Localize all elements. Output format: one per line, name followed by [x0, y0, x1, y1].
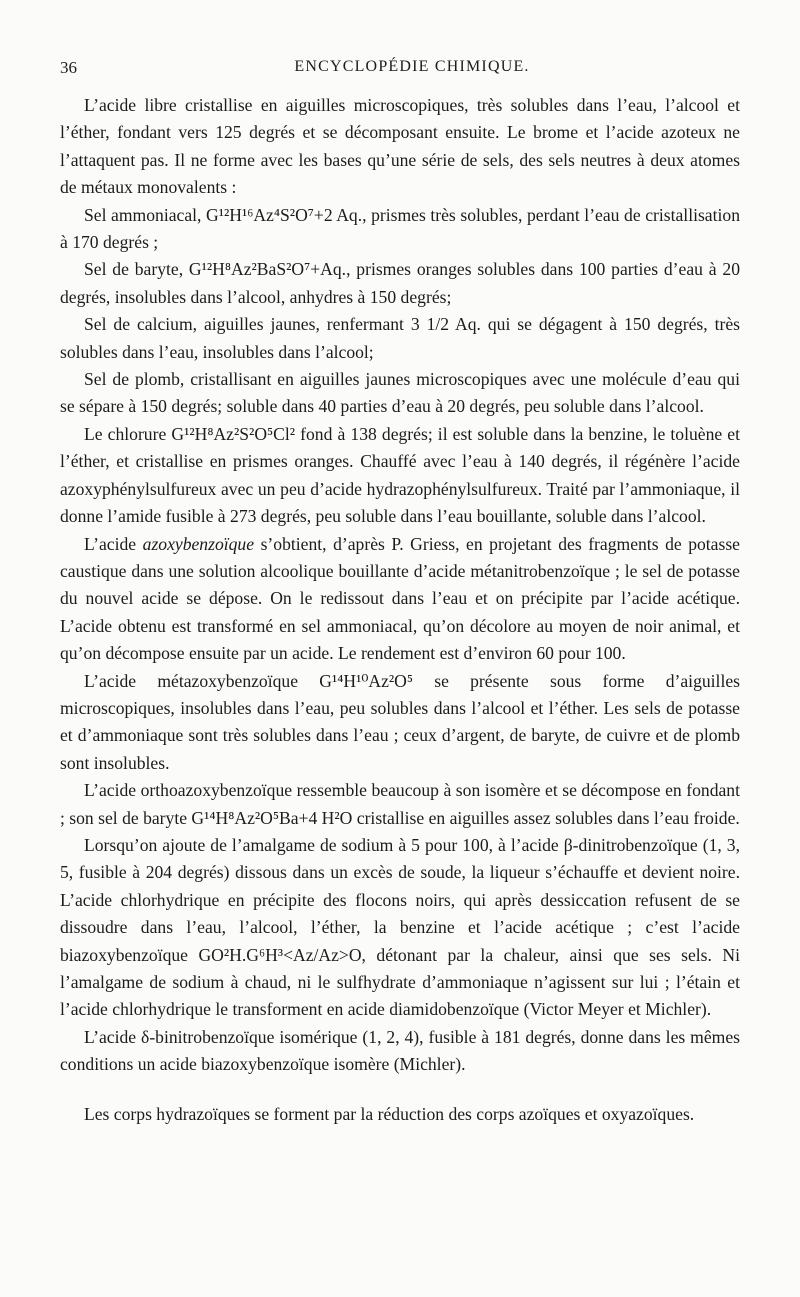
paragraph: L’acide métazoxybenzoïque G¹⁴H¹⁰Az²O⁵ se présente sous forme d’aiguilles microscopiques, insolubles dans l’eau, peu solubles dans l’alcool et l’éther. Les sels de potasse et d’ammoniaque sont très solubles dans l’eau ; ceux d’argent, de baryte, de cuivre et de plomb sont insolubles.	[60, 670, 740, 773]
page-number: 36	[60, 58, 77, 77]
paragraph: Sel de plomb, cristallisant en aiguilles jaunes microscopiques avec une molécule d’eau qui se sépare à 150 degrés; soluble dans 40 parties d’eau à 20 degrés, peu soluble dans l’alcool.	[60, 369, 740, 417]
paragraph: Lorsqu’on ajoute de l’amalgame de sodium à 5 pour 100, à l’acide β-dinitrobenzoïque (1, 3, 5, fusible à 204 degrés) dissous dans un excès de soude, la liqueur s’échauffe et devient noire. L’acide chlorhydrique en précipite des flocons noirs, qui après dessiccation refusent de se dissoudre dans l’eau, l’alcool, l’éther, la benzine et l’acide acétique ; c’est l’acide biazoxybenzoïque GO²H.G⁶H³<Az/Az>O, détonant par la chaleur, ainsi que ses sels. Ni l’amalgame de sodium à chaud, ni le sulfhydrate d’ammoniaque n’agissent sur lui ; l’étain et l’acide chlorhydrique le transforment en acide diamidobenzoïque (Victor Meyer et Michler).	[60, 834, 740, 1020]
paragraph-azoxybenzoique	[60, 531, 740, 668]
italic-term: azoxybenzoïque	[142, 533, 255, 554]
paragraph: Sel ammoniacal, G¹²H¹⁶Az⁴S²O⁷+2 Aq., prismes très solubles, perdant l’eau de cristallisation à 170 degrés ;	[60, 204, 740, 253]
paragraph: L’acide orthoazoxybenzoïque ressemble beaucoup à son isomère et se décompose en fondant ; son sel de baryte G¹⁴H⁸Az²O⁵Ba+4 H²O cristallise en aiguilles assez solubles dans l’eau froide.	[60, 780, 740, 828]
paragraph: Le chlorure G¹²H⁸Az²S²O⁵Cl² fond à 138 degrés; il est soluble dans la benzine, le toluène et l’éther, et cristallise en prismes oranges. Chauffé avec l’eau à 140 degrés, il régénère l’acide azoxyphénylsulfureux avec un peu d’acide hydrazophénylsulfureux. Traité par l’ammoniaque, il donne l’amide fusible à 273 degrés, peu soluble dans l’eau bouillante, soluble dans l’alcool.	[60, 423, 740, 527]
paragraph: Sel de baryte, G¹²H⁸Az²BaS²O⁷+Aq., prismes oranges solubles dans 100 parties d’eau à 20 degrés, insolubles dans l’alcool, anhydres à 150 degrés;	[60, 259, 740, 307]
page-header	[60, 58, 740, 82]
paragraph-rest: s’obtient, d’après P. Griess, en projetant des fragments de potasse caustique dans une solution alcoolique bouillante d’acide métanitrobenzoïque ; le sel de potasse du nouvel acide se dépose. On le redissout dans l’eau et on précipite par l’acide acétique. L’acide obtenu est transformé en sel ammoniacal, qu’on décolore au moyen de noir animal, et qu’on décompose ensuite par un acide. Le rendement est d’environ 60 pour 100.	[60, 533, 740, 664]
paragraph: Sel de calcium, aiguilles jaunes, renfermant 3 1/2 Aq. qui se dégagent à 150 degrés, très solubles dans l’eau, insolubles dans l’alcool;	[60, 314, 740, 362]
paragraph-lead: L’acide	[84, 533, 143, 554]
running-title: ENCYCLOPÉDIE CHIMIQUE.	[294, 58, 530, 75]
paragraph: L’acide libre cristallise en aiguilles microscopiques, très solubles dans l’eau, l’alcool et l’éther, fondant vers 125 degrés et se décomposant ensuite. Le brome et l’acide azoteux ne l’attaquent pas. Il ne forme avec les bases qu’une série de sels, des sels neutres à deux atomes de métaux monovalents :	[60, 95, 740, 198]
body-text	[60, 92, 740, 1128]
paragraph: L’acide δ-binitrobenzoïque isomérique (1, 2, 4), fusible à 181 degrés, donne dans les mêmes conditions un acide biazoxybenzoïque isomère (Michler).	[60, 1026, 740, 1075]
closing-paragraph: Les corps hydrazoïques se forment par la réduction des corps azoïques et oxyazoïques.	[84, 1103, 695, 1124]
